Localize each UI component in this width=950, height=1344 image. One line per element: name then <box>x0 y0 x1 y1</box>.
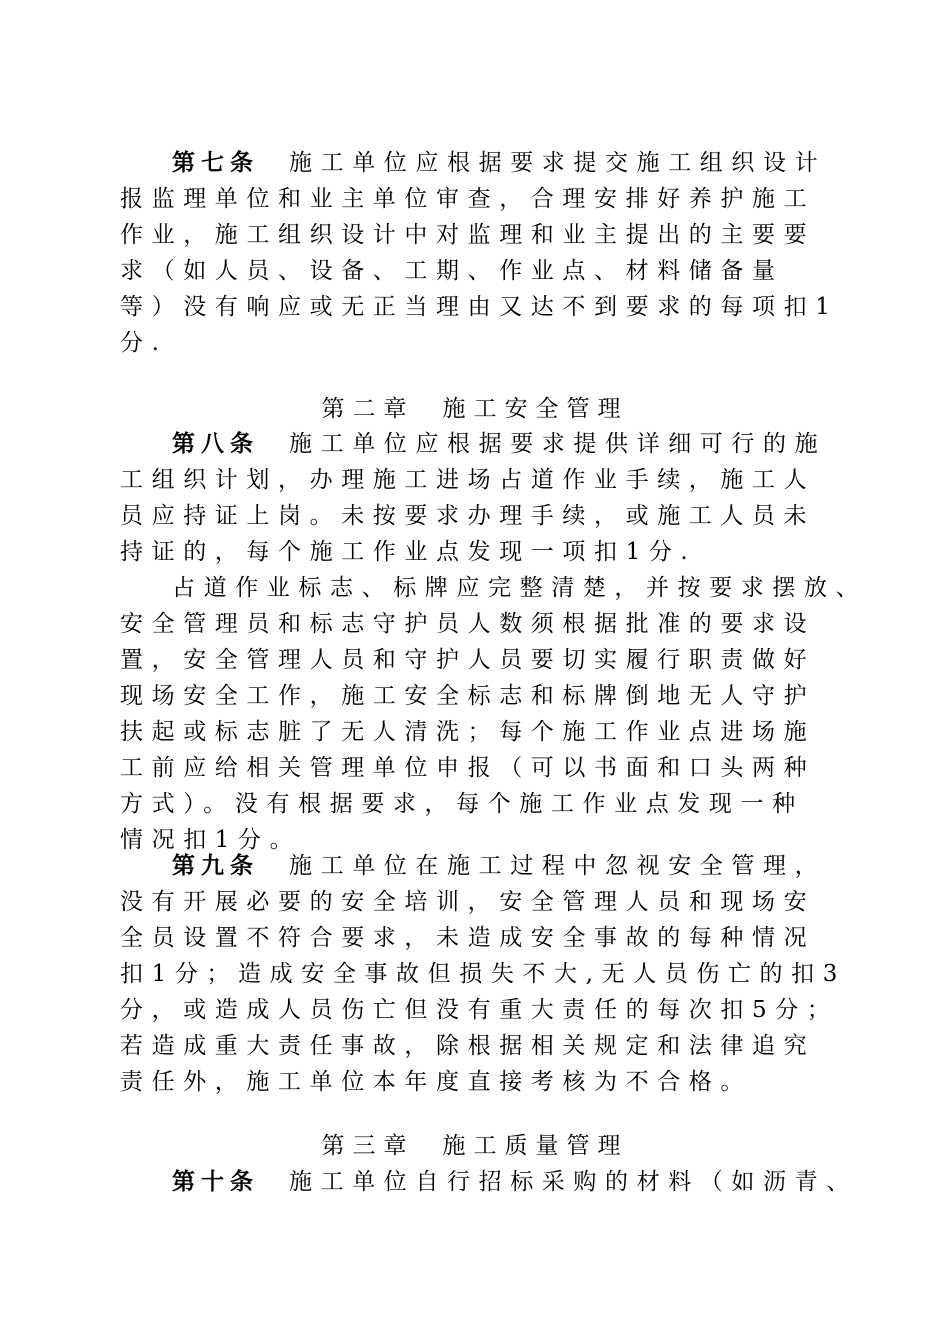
article-9-line-1: 第九条 施工单位在施工过程中忽视安全管理， <box>172 853 827 879</box>
article-8 <box>120 426 880 858</box>
article-9-line-5: 分，或造成人员伤亡但没有重大责任的每次扣5分； <box>120 997 839 1023</box>
article-8-line-1: 第八条 施工单位应根据要求提供详细可行的施 <box>172 431 827 457</box>
article-9-label: 第九条 <box>172 853 259 879</box>
article-7-label: 第七条 <box>172 150 259 176</box>
article-8-para2-line-1: 占道作业标志、标牌应完整清楚，并按要求摆放、 <box>172 575 868 601</box>
article-9-line-7: 责任外，施工单位本年度直接考核为不合格。 <box>120 1069 752 1095</box>
article-9-line-3: 全员设置不符合要求，未造成安全事故的每种情况 <box>120 925 816 951</box>
article-7-line-6: 分. <box>120 330 168 356</box>
article-7-line-4: 求（如人员、设备、工期、作业点、材料储备量 <box>120 258 784 284</box>
chapter-3-title: 施工质量管理 <box>442 1133 629 1159</box>
article-10-line-1: 第十条 施工单位自行招标采购的材料（如沥青、 <box>172 1169 858 1195</box>
article-8-para2-line-3: 置，安全管理人员和守护人员要切实履行职责做好 <box>120 647 816 673</box>
article-9 <box>120 848 880 1100</box>
article-7-line-2: 报监理单位和业主单位审查，合理安排好养护施工 <box>120 186 816 212</box>
chapter-3-heading <box>0 1128 950 1164</box>
article-10 <box>120 1164 880 1200</box>
article-8-line-3: 员应持证上岗。未按要求办理手续，或施工人员未 <box>120 503 816 529</box>
article-8-line-4: 持证的，每个施工作业点发现一项扣1分. <box>120 539 697 565</box>
article-7-line-1: 第七条 施工单位应根据要求提交施工组织设计 <box>172 150 827 176</box>
article-7-line-5: 等）没有响应或无正当理由又达不到要求的每项扣1 <box>120 294 839 320</box>
article-8-para2-line-6: 工前应给相关管理单位申报（可以书面和口头两种 <box>120 755 816 781</box>
article-8-para2-line-2: 安全管理员和标志守护员人数须根据批准的要求设 <box>120 611 816 637</box>
article-8-line-2: 工组织计划，办理施工进场占道作业手续，施工人 <box>120 467 816 493</box>
article-8-para2-line-7: 方式）。没有根据要求，每个施工作业点发现一种 <box>120 791 804 817</box>
article-7 <box>120 145 880 361</box>
article-9-line-2: 没有开展必要的安全培训，安全管理人员和现场安 <box>120 889 816 915</box>
article-9-line-4: 扣1分；造成安全事故但损失不大,无人员伤亡的扣3 <box>120 961 846 987</box>
chapter-3-number: 第三章 <box>321 1133 415 1159</box>
chapter-2-number: 第二章 <box>321 396 415 422</box>
article-7-line-3: 作业，施工组织设计中对监理和业主提出的主要要 <box>120 222 816 248</box>
article-8-para2-line-8: 情况扣1分。 <box>120 827 302 853</box>
article-8-para2-line-5: 扶起或标志脏了无人清洗；每个施工作业点进场施 <box>120 719 816 745</box>
article-9-line-6: 若造成重大责任事故，除根据相关规定和法律追究 <box>120 1033 816 1059</box>
article-8-label: 第八条 <box>172 431 259 457</box>
chapter-2-heading <box>0 391 950 427</box>
article-8-para2-line-4: 现场安全工作，施工安全标志和标牌倒地无人守护 <box>120 683 816 709</box>
article-10-label: 第十条 <box>172 1169 259 1195</box>
chapter-2-title: 施工安全管理 <box>442 396 629 422</box>
